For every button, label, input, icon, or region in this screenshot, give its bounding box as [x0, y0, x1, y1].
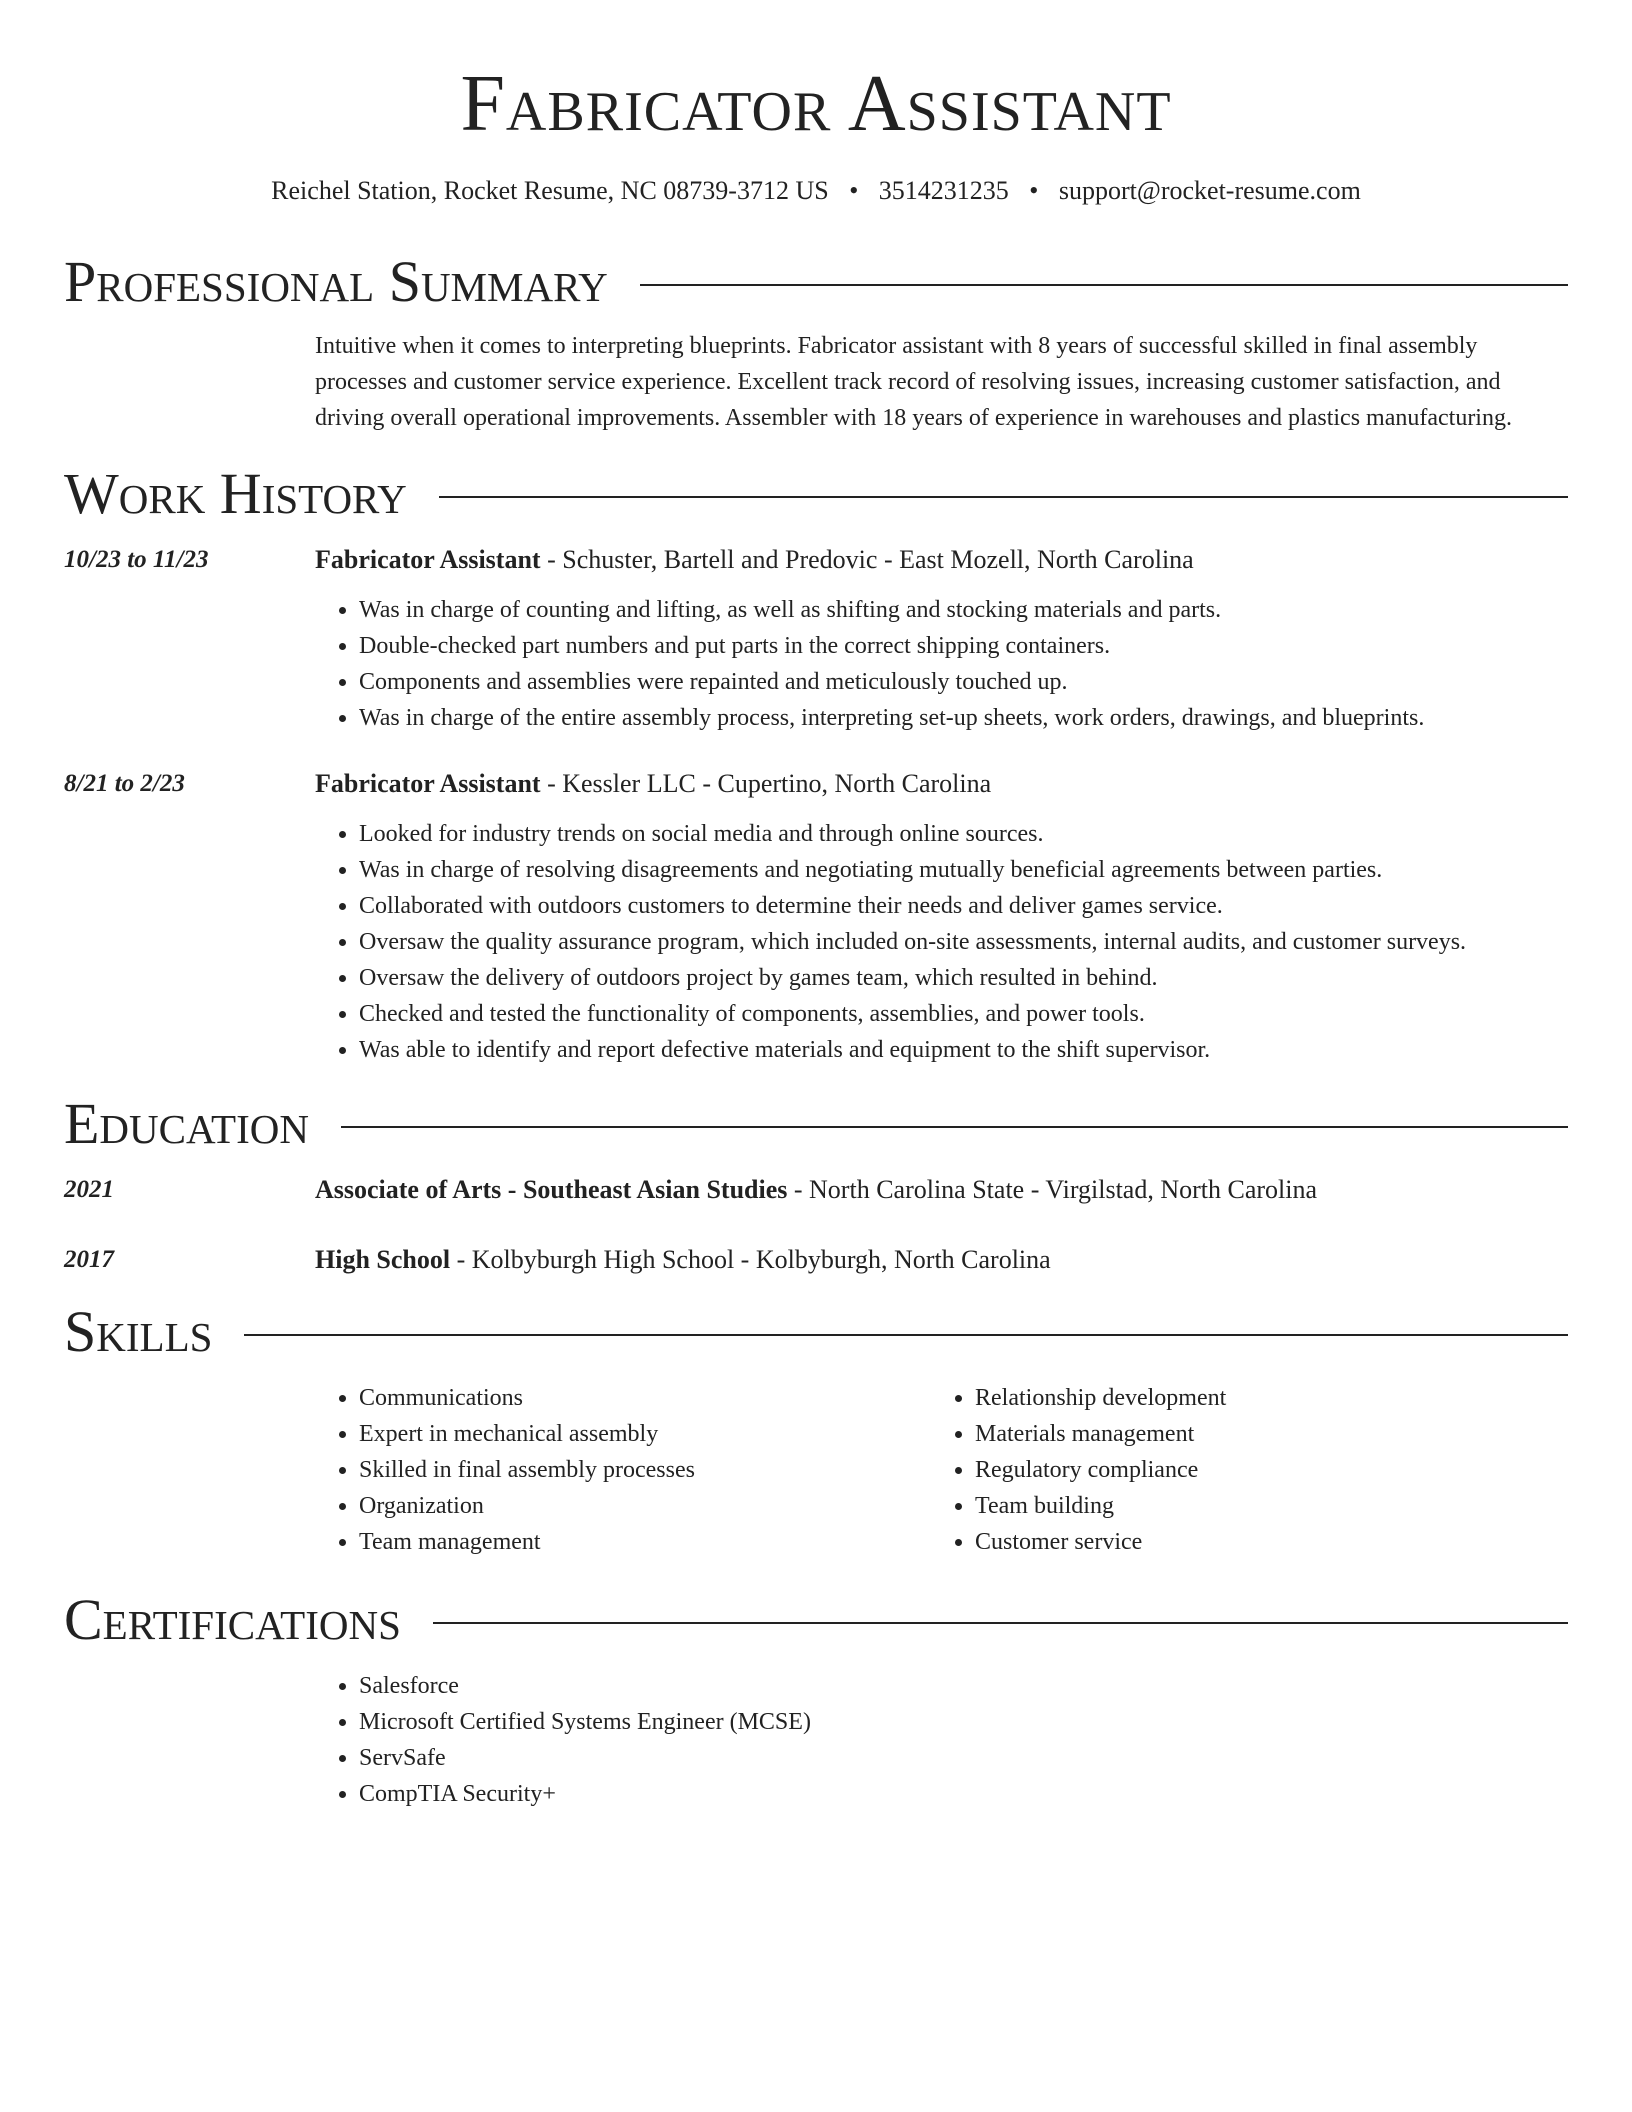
job-bullets: [315, 592, 1568, 736]
job-bullet: • Collaborated with outdoors customers to determine their needs and deliver games service.: [359, 888, 1568, 924]
education-details: - Kolbyburgh High School - Kolbyburgh, North Carolina: [450, 1245, 1051, 1274]
education-details: - North Carolina State - Virgilstad, North Carolina: [787, 1175, 1318, 1204]
education-line: [315, 1172, 1568, 1208]
skill-item: • Customer service: [975, 1524, 1547, 1560]
job-bullet: • Components and assemblies were repainted and meticulously touched up.: [359, 664, 1568, 700]
job-dates: 8/21 to 2/23: [64, 770, 185, 797]
section-divider: [341, 1126, 1568, 1128]
job-entry: [64, 766, 1568, 1068]
skill-item: • Skilled in final assembly processes: [359, 1452, 931, 1488]
contact-phone: 3514231235: [878, 176, 1009, 205]
skill-item: • Expert in mechanical assembly: [359, 1416, 931, 1452]
certifications-list: [315, 1668, 1568, 1812]
section-divider: [244, 1334, 1568, 1336]
skills-section-title: Skills: [64, 1299, 213, 1364]
summary-text: Intuitive when it comes to interpreting blueprints. Fabricator assistant with 8 years of successful skilled in final assembly processes and customer service experience. Excellent track record of resolving issues, increasing customer satisfaction, and driving overall operational improvements. Assembler with 18 years of experience in warehouses and plastics manufacturing.: [315, 333, 1512, 431]
job-bullet: • Looked for industry trends on social media and through online sources.: [359, 816, 1568, 852]
certifications-section-header: [64, 1586, 1568, 1654]
skill-item: • Regulatory compliance: [975, 1452, 1547, 1488]
contact-address: Reichel Station, Rocket Resume, NC 08739-3712 US: [271, 176, 829, 205]
candidate-name: Fabricator Assistant: [460, 60, 1172, 148]
job-bullet: • Was in charge of counting and lifting, as well as shifting and stocking materials and parts.: [359, 592, 1568, 628]
education-degree: Associate of Arts - Southeast Asian Studies: [315, 1175, 788, 1204]
job-bullet: • Oversaw the delivery of outdoors project by games team, which resulted in behind.: [359, 960, 1568, 996]
education-entry: [64, 1172, 1568, 1208]
summary-section-title: Professional Summary: [64, 249, 608, 314]
education-year: 2021: [64, 1176, 114, 1203]
job-details: - Kessler LLC - Cupertino, North Carolina: [540, 769, 992, 798]
skills-column-right: [931, 1380, 1547, 1560]
job-title-line: [315, 766, 1568, 802]
job-dates: 10/23 to 11/23: [64, 546, 209, 573]
job-bullet: • Was able to identify and report defective materials and equipment to the shift supervisor.: [359, 1032, 1568, 1068]
resume-header: [64, 0, 1568, 208]
work-section-header: [64, 460, 1568, 528]
education-section-header: [64, 1090, 1568, 1158]
job-entry: [64, 542, 1568, 736]
skill-item: • Organization: [359, 1488, 931, 1524]
education-body: [315, 1172, 1568, 1208]
work-section-title: Work History: [64, 461, 407, 526]
contact-line: [64, 174, 1568, 208]
certification-item: • Salesforce: [359, 1668, 1568, 1704]
education-entry: [64, 1242, 1568, 1278]
job-role: Fabricator Assistant: [315, 769, 541, 798]
job-bullet: • Oversaw the quality assurance program, which included on-site assessments, internal audits, and customer surveys.: [359, 924, 1568, 960]
certifications-section-title: Certifications: [64, 1587, 401, 1652]
job-role: Fabricator Assistant: [315, 545, 541, 574]
job-title-line: [315, 542, 1568, 578]
contact-separator: •: [849, 176, 859, 205]
contact-email: support@rocket-resume.com: [1058, 176, 1361, 205]
education-body: [315, 1242, 1568, 1278]
skills-section-header: [64, 1298, 1568, 1366]
skill-item: • Relationship development: [975, 1380, 1547, 1416]
skills-column-left: [315, 1380, 931, 1560]
education-section-title: Education: [64, 1091, 309, 1156]
certification-item: • ServSafe: [359, 1740, 1568, 1776]
education-year: 2017: [64, 1246, 114, 1273]
skill-item: • Communications: [359, 1380, 931, 1416]
section-divider: [439, 496, 1568, 498]
skill-item: • Team management: [359, 1524, 931, 1560]
skills-list: [315, 1380, 1568, 1560]
job-bullet: • Was in charge of the entire assembly process, interpreting set-up sheets, work orders, drawings, and blueprints.: [359, 700, 1568, 736]
contact-separator: •: [1029, 176, 1039, 205]
skill-item: • Materials management: [975, 1416, 1547, 1452]
summary-section: [315, 328, 1568, 436]
job-details: - Schuster, Bartell and Predovic - East Mozell, North Carolina: [540, 545, 1194, 574]
education-degree: High School: [315, 1245, 451, 1274]
education-line: [315, 1242, 1568, 1278]
section-divider: [640, 284, 1568, 286]
job-body: [315, 542, 1568, 736]
skill-item: • Team building: [975, 1488, 1547, 1524]
certifications-items: [315, 1668, 1568, 1812]
job-bullet: • Was in charge of resolving disagreements and negotiating mutually beneficial agreements between parties.: [359, 852, 1568, 888]
job-bullet: • Double-checked part numbers and put parts in the correct shipping containers.: [359, 628, 1568, 664]
certification-item: • CompTIA Security+: [359, 1776, 1568, 1812]
job-bullet: • Checked and tested the functionality of components, assemblies, and power tools.: [359, 996, 1568, 1032]
job-body: [315, 766, 1568, 1068]
certification-item: • Microsoft Certified Systems Engineer (MCSE): [359, 1704, 1568, 1740]
section-divider: [433, 1622, 1568, 1624]
job-bullets: [315, 816, 1568, 1068]
summary-section-header: [64, 248, 1568, 316]
